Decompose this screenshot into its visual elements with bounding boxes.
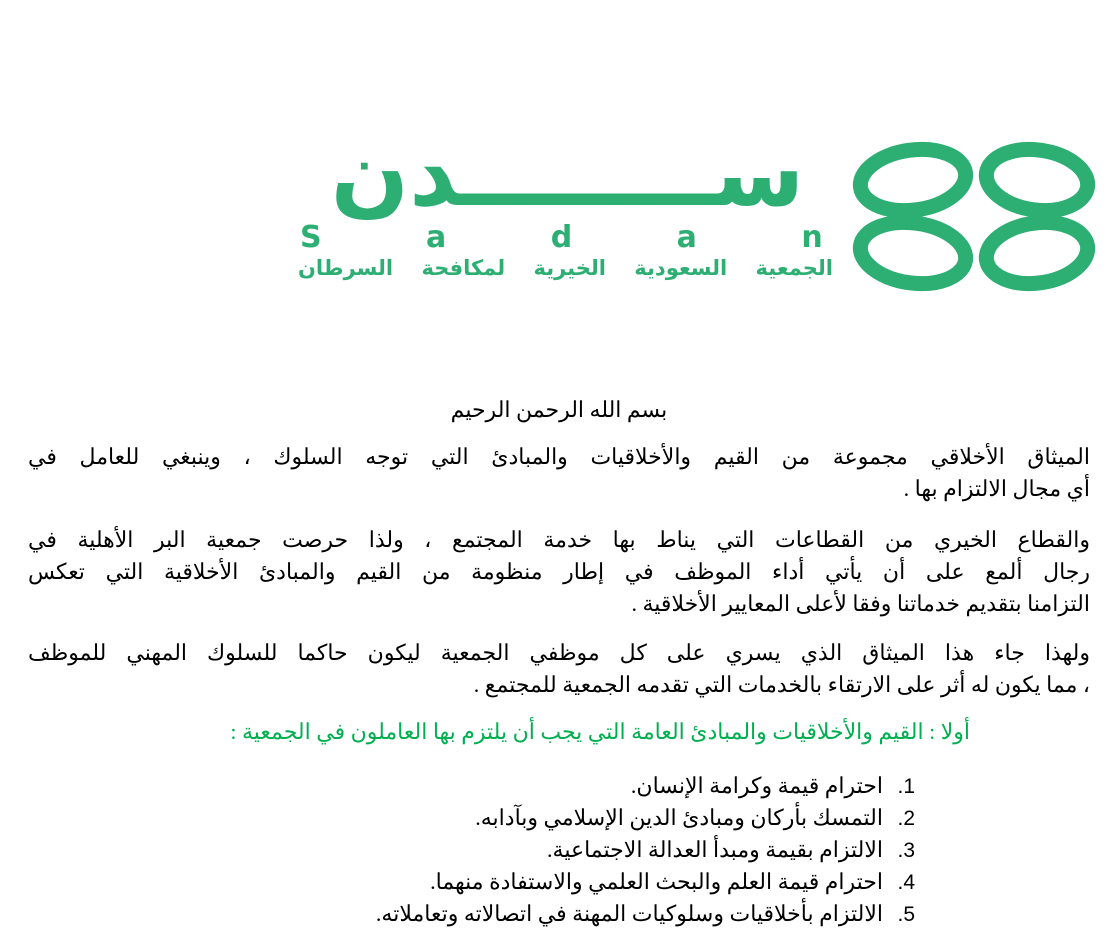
list-item-text: احترام قيمة وكرامة الإنسان.	[630, 773, 883, 798]
paragraph-3	[28, 637, 1090, 701]
paragraph-1	[28, 441, 1090, 505]
paragraph-line: والقطاع الخيري من القطاعات التي يناط بها خدمة المجتمع ، ولذا حرصت جمعية البر الأهلية في	[28, 527, 1090, 552]
list-item-number: 3.	[897, 839, 915, 862]
paragraph-line: التزامنا بتقديم خدماتنا وفقا لأعلى المعايير الأخلاقية .	[631, 591, 1090, 616]
paragraph-line: ولهذا جاء هذا الميثاق الذي يسري على كل موظفي الجمعية ليكون حاكما للسلوك المهني للموظف	[28, 640, 1090, 665]
sadan-tagline: الجمعية السعودية الخيرية لمكافحة السرطان	[298, 256, 833, 280]
paragraph-line: الميثاق الأخلاقي مجموعة من القيم والأخلاقيات والمبادئ التي توجه السلوك ، وينبغي للعامل في	[28, 444, 1090, 469]
paragraph-line: أي مجال الالتزام بها .	[903, 476, 1090, 501]
list-item-text: الالتزام بأخلاقيات وسلوكيات المهنة في اتصالاته وتعاملاته.	[375, 901, 883, 926]
list-item-text: الالتزام بقيمة ومبدأ العدالة الاجتماعية.	[547, 837, 883, 862]
paragraph-2	[28, 524, 1090, 620]
list-item	[28, 898, 915, 930]
four-petal-clover-icon	[853, 143, 1101, 291]
list-item-number: 4.	[897, 871, 915, 894]
section-heading-values: أولا : القيم والأخلاقيات والمبادئ العامة التي يجب أن يلتزم بها العاملون في الجمعية :	[230, 719, 970, 744]
list-item	[28, 834, 915, 866]
list-item-number: 2.	[897, 807, 915, 830]
list-item	[28, 802, 915, 834]
sadan-arabic-wordmark: ســــــــدن	[330, 120, 805, 227]
values-list	[28, 770, 915, 930]
list-item-text: احترام قيمة العلم والبحث العلمي والاستفادة منهما.	[430, 869, 883, 894]
list-item	[28, 770, 915, 802]
list-item	[28, 866, 915, 898]
list-item-number: 1.	[897, 775, 915, 798]
paragraph-line: رجال ألمع على أن يأتي أداء الموظف في إطار منظومة من القيم والمبادئ الأخلاقية التي تعكس	[28, 559, 1090, 584]
list-item-number: 5.	[897, 903, 915, 926]
sadan-latin-wordmark: S a d a n	[300, 220, 870, 255]
paragraph-line: ، مما يكون له أثر على الارتقاء بالخدمات التي تقدمه الجمعية للمجتمع .	[473, 672, 1090, 697]
list-item-text: التمسك بأركان ومبادئ الدين الإسلامي وبآدابه.	[475, 805, 883, 830]
bismillah-line: بسم الله الرحمن الرحيم	[450, 397, 668, 422]
